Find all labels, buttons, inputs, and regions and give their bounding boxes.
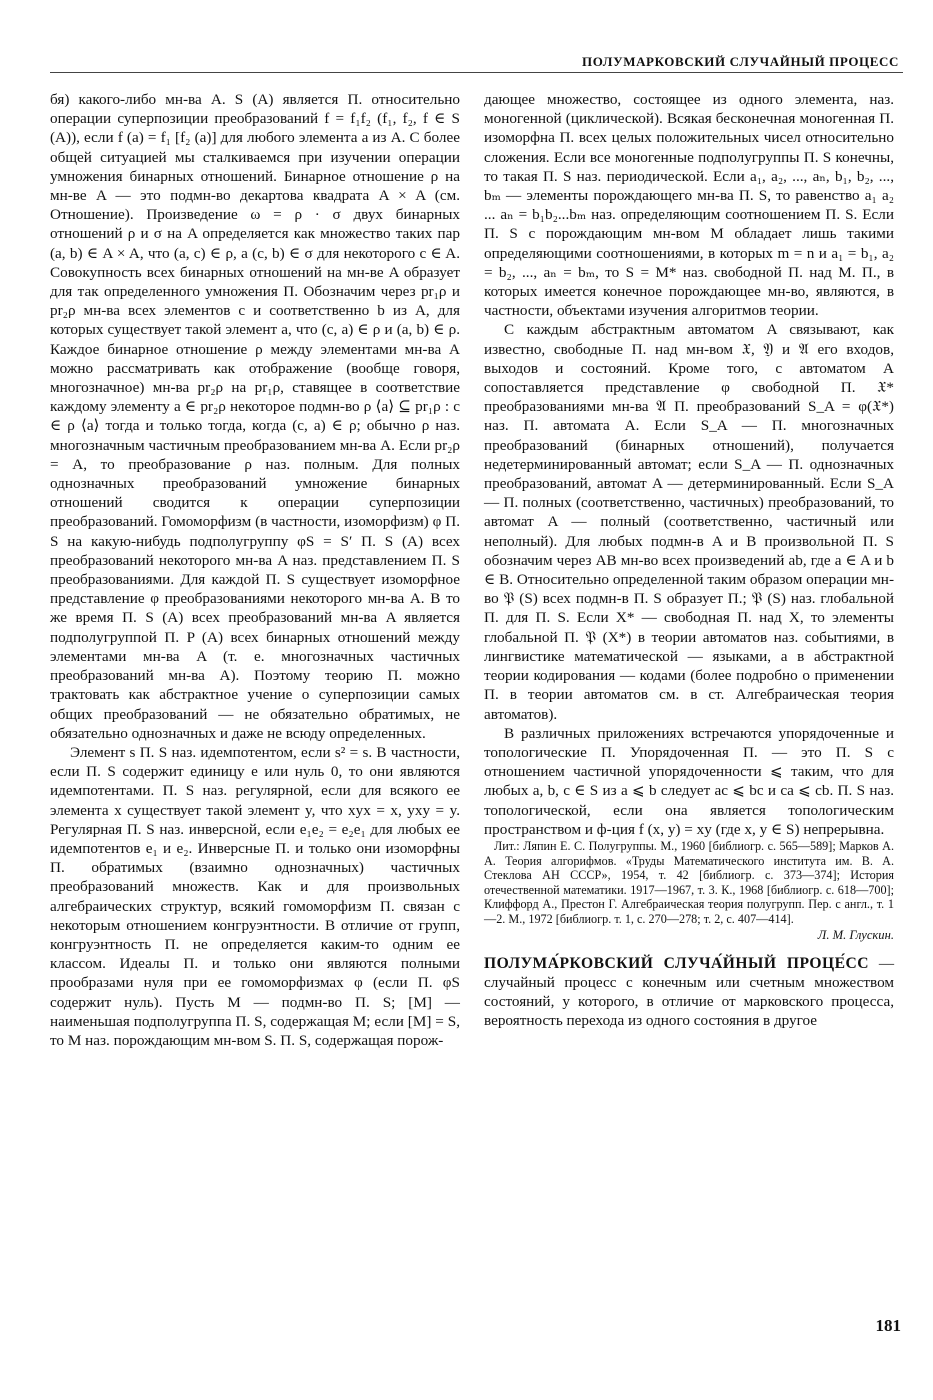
- left-paragraph-1: бя) какого-либо мн-ва A. S (A) является П. относительно операции суперпозиции преобразований f = f₁f₂ (f₁, f₂, f ∈ S (A)), если f (a) = f₁ [f₂ (a)] для любого элемента a из A. С более общей ситуацией мы сталкиваемся при изучении операции умножения бинарных отношений. Бинарное отношение ρ на мн-ве A — это подмн-во декартова квадрата A × A (см. Отношение). Произведение ω = ρ · σ двух бинарных отношений ρ и σ на A определяется как множество таких пар (a, b) ∈ A × A, что (a, c) ∈ ρ, а (c, b) ∈ σ для некоторого c ∈ A. Совокупность всех бинарных отношений на мн-ве A образует для так определенного умножения П. Обозначим через pr₁ρ и pr₂ρ мн-ва всех элементов c и соответственно b из A, для которых существует такой элемент a, что (c, a) ∈ ρ и (a, b) ∈ ρ. Каждое бинарное отношение ρ между элементами мн-ва A можно рассматривать как отображение (вообще говоря, многозначное) мн-ва pr₂ρ на pr₁ρ, ставящее в соответствие каждому элементу a ∈ pr₂ρ некоторое подмн-во ρ ⟨a⟩ ⊆ pr₁ρ : c ∈ ρ ⟨a⟩ тогда и только тогда, когда (c, a) ∈ ρ; обычно ρ наз. многозначным частичным преобразованием мн-ва A. Если pr₂ρ = A, то преобразование ρ наз. полным. Для полных однозначных преобразований умножение бинарных отношений сводится к операции суперпозиции преобразований. Гомоморфизм (в частности, изоморфизм) φ П. S на какую-нибудь подполугруппу φS = S′ П. S (A) всех преобразований некоторого мн-ва A наз. представлением П. S преобразованиями. Для каждой П. S существует изоморфное представление φ преобразованиями некоторого мн-ва A. В то же время П. S (A) всех преобразований мн-ва A является подполугруппой П. P (A) всех бинарных отношений между элементами мн-ва A (т. е. многозначных частичных преобразований мн-ва A). Поэтому теорию П. можно трактовать как абстрактное учение о суперпозиции самых общих преобразований — не обязательно обратимых, не обязательно однозначных и даже не всюду определенных.: [50, 91, 460, 742]
- entry-title: ПОЛУМА́РКОВСКИЙ СЛУЧА́ЙНЫЙ ПРОЦЕ́СС: [484, 954, 870, 972]
- entry-text: — случайный процесс с конечным или счетным множеством состояний, у которого, в отличие от марковского процесса, вероятность перехода из одного состояния в другое: [484, 954, 894, 1030]
- header-rule: [50, 72, 903, 73]
- left-paragraph-2: Элемент s П. S наз. идемпотентом, если s² = s. В частности, если П. S содержит единицу e или нуль 0, то они являются идемпотентами. П. S наз. регулярной, если для всякого ее элемента x существует такой элемент y, что xyx = x, yxy = y. Регулярная П. S наз. инверсной, если e₁e₂ = e₂e₁ для любых ее идемпотентов e₁ и e₂. Инверсные П. и только они изоморфны П. обратимых (взаимно однозначных) частичных преобразований множеств. Как и для произвольных алгебраических структур, всякий гомоморфизм П. связан с некоторым отношением конгруэнтности. В отличие от групп, конгруэнтность П. не определяется каким-то одним ее классом. Идеалы П. и только они являются полными прообразами нуля при ее гомоморфизмах φ (если П. φS содержит нуль). Пусть M — подмн-во П. S; [M] — наименьшая подполугруппа П. S, содержащая M; если [M] = S, то M наз. порождающим мн-вом S. П. S, содержащая порож-: [50, 743, 460, 1049]
- page-number: 181: [875, 1316, 901, 1335]
- right-column: [484, 90, 894, 1031]
- right-paragraph-1: дающее множество, состоящее из одного элемента, наз. моногенной (циклической). Всякая бесконечная моногенная П. изоморфна П. всех целых положительных чисел относительно сложения. Если все моногенные подполугруппы П. S конечны, то такая П. S наз. периодической. Если a₁, a₂, ..., aₙ, b₁, b₂, ..., bₘ — элементы порождающего мн-ва П. S, то равенство a₁ a₂ ... aₙ = b₁b₂...bₘ наз. определяющим соотношением П. S. Если П. S с порождающим мн-вом M обладает лишь такими определяющими соотношениями, в которых m = n и a₁ = b₁, a₂ = b₂, ..., aₙ = bₘ, то S = M* наз. свободной П. над M. П., в которых имеется конечное порождающее мн-во, являются, в частности, объектами изучения алгоритмов теории.: [484, 91, 894, 320]
- literature-list: Лит.: Ляпин Е. С. Полугруппы. М., 1960 [библиогр. с. 565—589]; Марков А. А. Теория алгорифмов. «Труды Математического института им. В. А. Стеклова АН СССР», 1954, т. 42 [библиогр. с. 373—374]; История отечественной математики. 1917—1967, т. 3. К., 1968 [библиогр. с. 618—700]; Клиффорд А., Престон Г. Алгебраическая теория полугрупп. Пер. с англ., т. 1—2. М., 1972 [библиогр. т. 1, с. 270—278; т. 2, с. 407—414].: [484, 838, 894, 926]
- article-author: Л. М. Глускин.: [817, 928, 894, 943]
- right-paragraph-3: В различных приложениях встречаются упорядоченные и топологические П. Упорядоченная П. — это П. S с отношением частичной упорядоченности ⩽ таким, что для любых a, b, c ∈ S из a ⩽ b следует ac ⩽ bc и ca ⩽ cb. П. S наз. топологической, если она является топологическим пространством и ф-ция f (x, y) = xy (где x, y ∈ S) непрерывна.: [484, 724, 894, 838]
- new-entry: [484, 954, 894, 1031]
- left-column: [50, 90, 460, 1050]
- right-paragraph-2: С каждым абстрактным автоматом A связывают, как известно, свободные П. над мн-вом 𝔛, 𝔜 и 𝔄 его входов, выходов и состояний. Кроме того, с автоматом A сопоставляется представление φ свободной П. 𝔛* преобразованиями мн-ва 𝔄 П. преобразований S_A = φ(𝔛*) наз. П. автомата A. Если S_A — П. многозначных преобразований (бинарных отношений), получается недетерминированный автомат; если S_A — П. однозначных преобразований, автомат A — детерминированный. Если S_A — П. полных (соответственно, частичных) преобразований, то автомат A — полный (соответственно, частичный или неполный). Для любых подмн-в A и B произвольной П. S обозначим через AB мн-во всех произведений ab, где a ∈ A и b ∈ B. Относительно определенной таким образом операции мн-во 𝔓 (S) всех подмн-в П. S образует П.; 𝔓 (S) наз. глобальной П. для П. S. Если X* — свободная П. над X, то элементы глобальной П. 𝔓 (X*) в теории автоматов наз. событиями, в лингвистике математической — языками, а в абстрактной теории кодирования — кодами (более подробно о применении П. в теории автоматов см. в ст. Алгебраическая теория автоматов).: [484, 321, 894, 723]
- running-header: ПОЛУМАРКОВСКИЙ СЛУЧАЙНЫЙ ПРОЦЕСС: [582, 54, 899, 69]
